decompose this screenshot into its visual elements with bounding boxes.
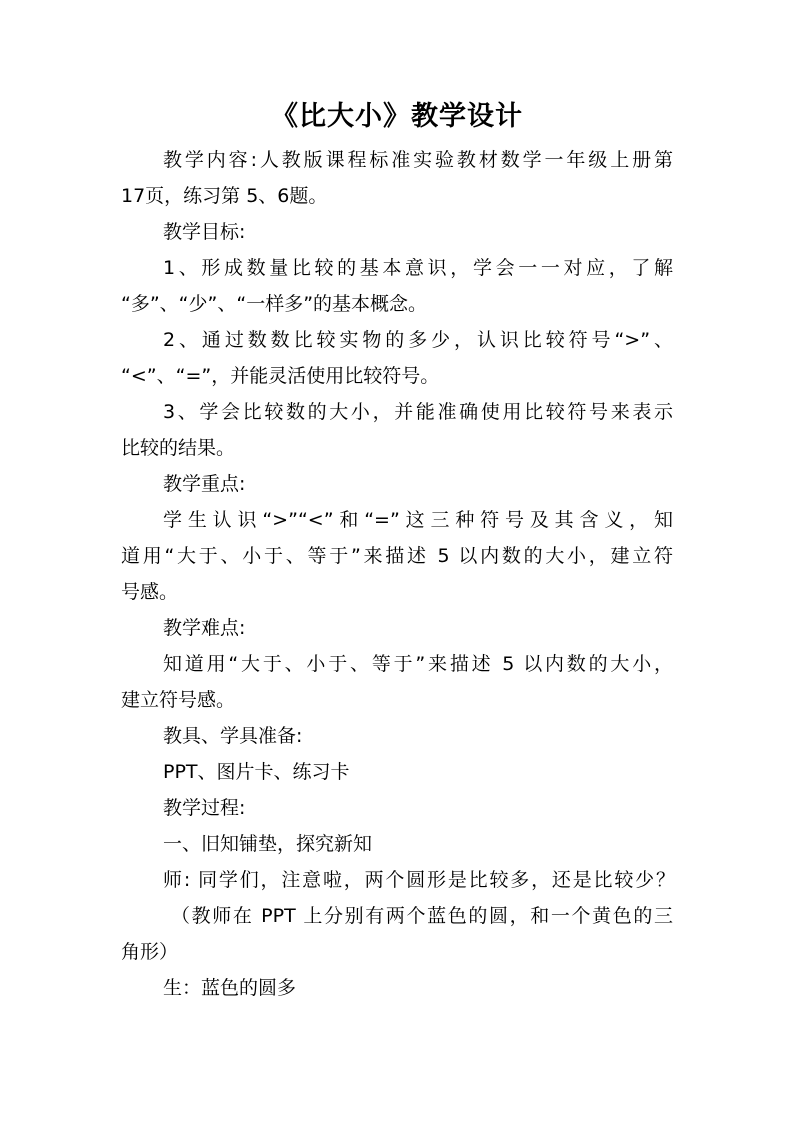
key-points-line-3: 号感。	[121, 581, 179, 603]
teacher-note-line-1: （教师在 PPT 上分别有两个蓝色的圆，和一个黄色的三	[171, 905, 673, 927]
materials-line: PPT、图片卡、练习卡	[163, 761, 350, 783]
paragraph-content-line-1: 教学内容:人教版课程标准实验教材数学一年级上册第	[163, 149, 673, 171]
teacher-note-line-2: 角形）	[121, 941, 179, 963]
difficulties-line-1: 知道用“大于、小于、等于”来描述 5 以内数的大小，	[163, 653, 673, 675]
heading-objectives: 教学目标:	[163, 221, 246, 243]
objective-2-line-2: “<”、“=”，并能灵活使用比较符号。	[121, 365, 440, 387]
heading-process: 教学过程:	[163, 797, 246, 819]
objective-3-line-1: 3、学会比较数的大小，并能准确使用比较符号来表示	[163, 401, 673, 423]
teacher-question-line: 师: 同学们，注意啦，两个圆形是比较多，还是比较少？	[163, 869, 675, 891]
paragraph-content-line-2: 17页，练习第 5、6题。	[121, 185, 328, 207]
objective-1-line-1: 1、形成数量比较的基本意识，学会一一对应，了解	[163, 257, 673, 279]
objective-3-line-2: 比较的结果。	[121, 437, 236, 459]
heading-key-points: 教学重点:	[163, 473, 246, 495]
process-section-1-heading: 一、旧知铺垫，探究新知	[163, 833, 373, 855]
key-points-line-2: 道用“大于、小于、等于”来描述 5 以内数的大小，建立符	[121, 545, 673, 567]
difficulties-line-2: 建立符号感。	[121, 689, 236, 711]
heading-materials: 教具、学具准备:	[163, 725, 303, 747]
objective-1-line-2: “多”、“少”、“一样多”的基本概念。	[121, 293, 428, 315]
key-points-line-1: 学生认识“>”“<”和“=”这三种符号及其含义，知	[163, 509, 673, 531]
student-answer-line: 生：蓝色的圆多	[163, 977, 297, 999]
heading-difficulties: 教学难点:	[163, 617, 246, 639]
objective-2-line-1: 2、通过数数比较实物的多少，认识比较符号“>”、	[163, 329, 673, 351]
document-title: 《比大小》教学设计	[271, 101, 523, 132]
